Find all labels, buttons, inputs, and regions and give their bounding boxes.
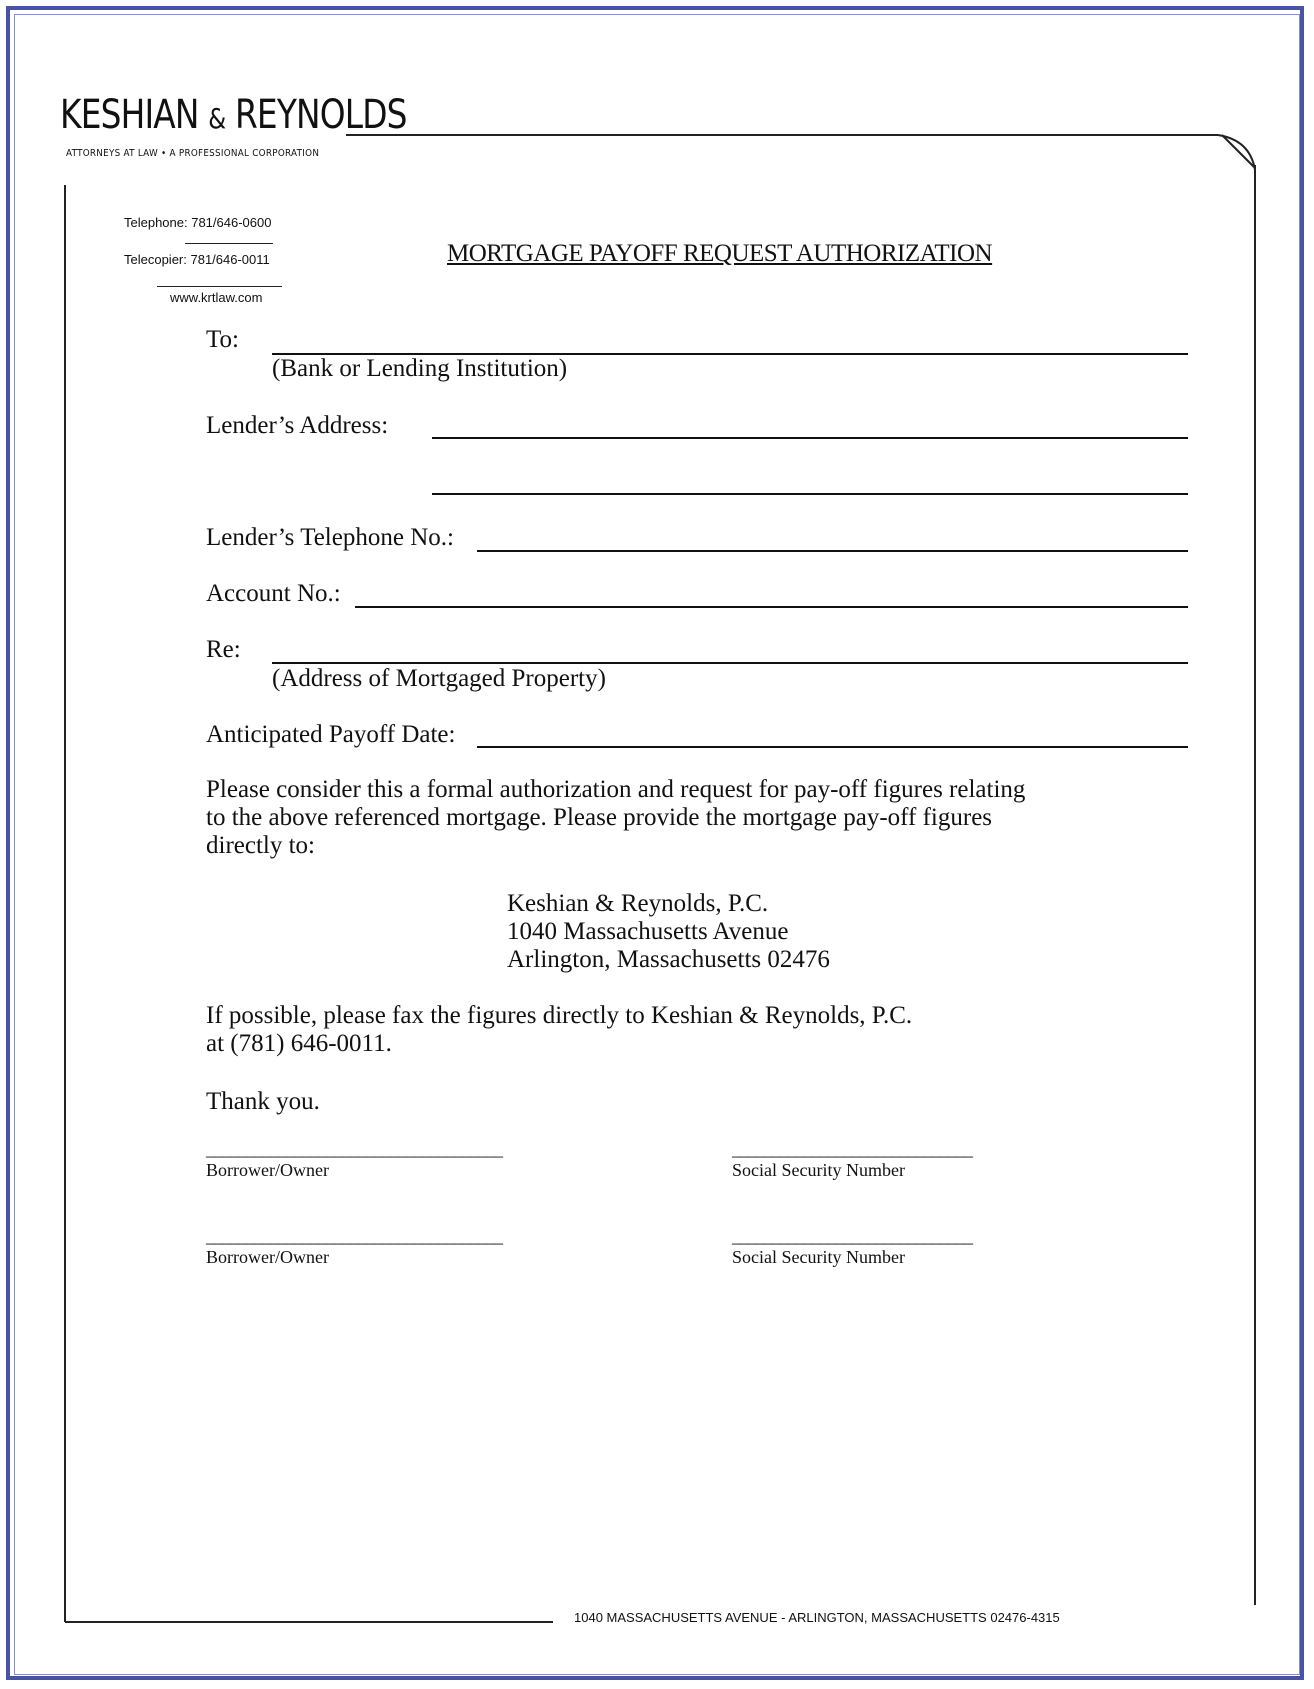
telecopier-text: Telecopier: 781/646-0011 (124, 252, 270, 267)
borrower-label-1: Borrower/Owner (206, 1160, 329, 1180)
paragraph-line: at (781) 646-0011. (206, 1030, 392, 1057)
ssn-line-1[interactable]: ______________________________ (732, 1139, 972, 1159)
firm-name-amp: & (208, 102, 226, 135)
website-text: www.krtlaw.com (170, 290, 263, 305)
recipient-line: Keshian & Reynolds, P.C. (507, 890, 769, 917)
to-label: To: (206, 326, 239, 353)
re-field-line[interactable] (272, 662, 1188, 664)
paragraph-line: directly to: (206, 832, 315, 859)
address-label: Lender’s Address: (206, 412, 389, 439)
authorization-paragraph (206, 776, 1106, 860)
firm-name-part2: REYNOLDS (234, 92, 407, 138)
borrower-label-2: Borrower/Owner (206, 1247, 329, 1267)
firm-subtitle: ATTORNEYS AT LAW • A PROFESSIONAL CORPORATION (66, 148, 320, 159)
re-hint: (Address of Mortgaged Property) (272, 665, 606, 692)
paragraph-line: Please consider this a formal authorization and request for pay-off figures relating (206, 776, 1026, 803)
re-label: Re: (206, 636, 241, 663)
paragraph-line: If possible, please fax the figures directly to Keshian & Reynolds, P.C. (206, 1002, 913, 1029)
address-field-line-1[interactable] (432, 437, 1188, 439)
borrower-signature-line-1[interactable]: _____________________________________ (206, 1139, 502, 1159)
contact-divider (157, 286, 282, 287)
paragraph-line: to the above referenced mortgage. Please provide the mortgage pay-off figures (206, 804, 993, 831)
recipient-address-block (507, 890, 1007, 974)
footer-address: 1040 MASSACHUSETTS AVENUE - ARLINGTON, MASSACHUSETTS 02476-4315 (574, 1610, 1060, 1625)
phone-label: Lender’s Telephone No.: (206, 524, 454, 551)
contact-divider (185, 243, 273, 244)
ssn-line-2[interactable]: ______________________________ (732, 1226, 972, 1246)
recipient-line: Arlington, Massachusetts 02476 (507, 946, 830, 973)
form-title: MORTGAGE PAYOFF REQUEST AUTHORIZATION (447, 240, 993, 267)
account-field-line[interactable] (355, 606, 1188, 608)
recipient-line: 1040 Massachusetts Avenue (507, 918, 789, 945)
to-hint: (Bank or Lending Institution) (272, 355, 568, 382)
telephone-text: Telephone: 781/646-0600 (124, 215, 272, 230)
fax-paragraph (206, 1002, 1106, 1058)
borrower-signature-line-2[interactable]: _____________________________________ (206, 1226, 502, 1246)
firm-name-part1: KESHIAN (60, 92, 199, 138)
account-label: Account No.: (206, 580, 341, 607)
payoff-field-line[interactable] (477, 746, 1188, 748)
thanks-text: Thank you. (206, 1088, 320, 1115)
payoff-label: Anticipated Payoff Date: (206, 721, 456, 748)
address-field-line-2[interactable] (432, 493, 1188, 495)
ssn-label-2: Social Security Number (732, 1247, 905, 1267)
phone-field-line[interactable] (477, 550, 1188, 552)
ssn-label-1: Social Security Number (732, 1160, 905, 1180)
